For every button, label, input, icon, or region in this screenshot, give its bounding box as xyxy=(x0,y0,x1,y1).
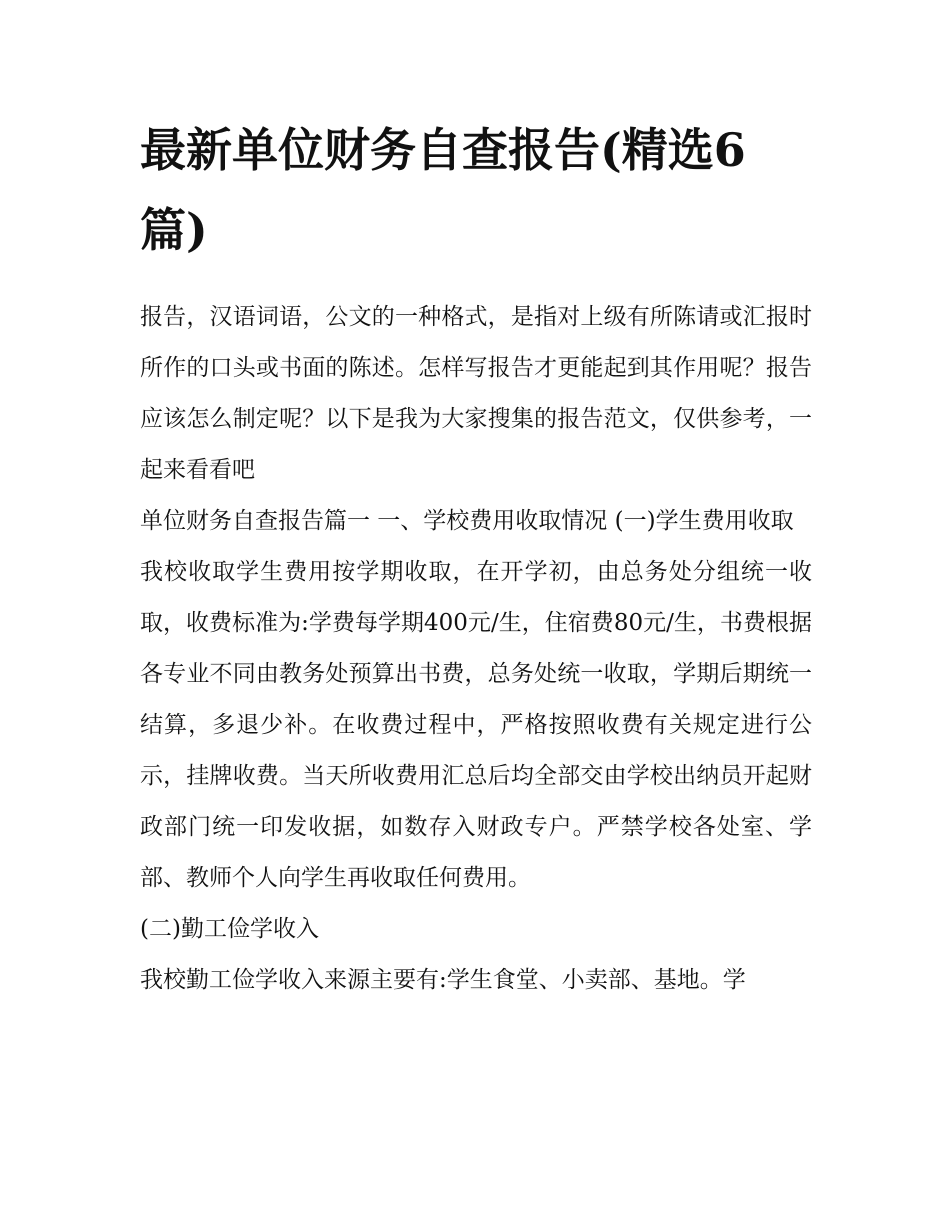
fee-collection-paragraph: 我校收取学生费用按学期收取，在开学初，由总务处分组统一收取，收费标准为:学费每学期400元/生，住宿费80元/生，书费根据各专业不同由教务处预算出书费，总务处统一收取，学期后期统一结算，多退少补。在收费过程中，严格按照收费有关规定进行公示，挂牌收费。当天所收费用汇总后均全部交由学校出纳员开起财政部门统一印发收据，如数存入财政专户。严禁学校各处室、学部、教师个人向学生再收取任何费用。 xyxy=(140,559,812,891)
intro-paragraph: 报告，汉语词语，公文的一种格式，是指对上级有所陈请或汇报时所作的口头或书面的陈述。怎样写报告才更能起到其作用呢？报告应该怎么制定呢？以下是我为大家搜集的报告范文，仅供参考，一起来看看吧 xyxy=(140,304,812,483)
subsection-heading: (二)勤工俭学收入 xyxy=(140,916,319,942)
work-study-paragraph: 我校勤工俭学收入来源主要有:学生食堂、小卖部、基地。学 xyxy=(140,967,746,993)
document-title: 最新单位财务自查报告(精选6篇) xyxy=(140,123,746,257)
document-page xyxy=(140,110,812,1006)
section-heading-paragraph: 单位财务自查报告篇一 一、学校费用收取情况 (一)学生费用收取 xyxy=(140,508,794,534)
